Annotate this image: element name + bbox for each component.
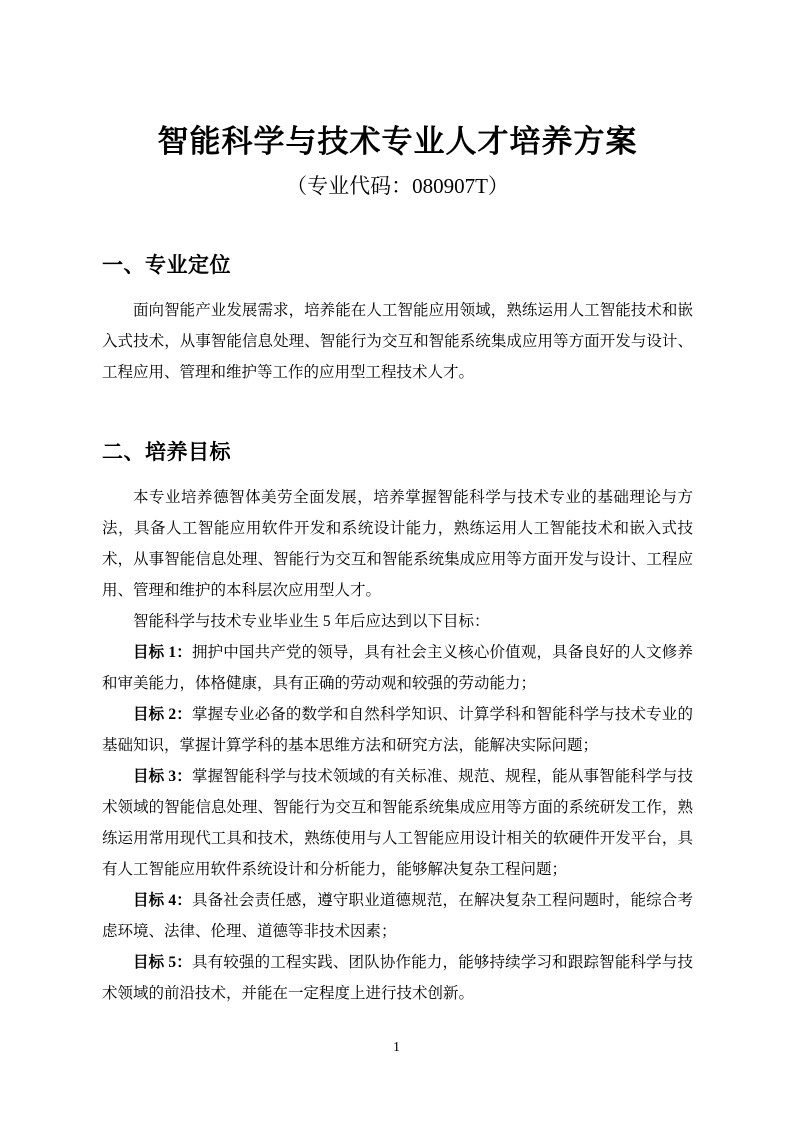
goal-1-label: 目标 1：	[133, 644, 192, 661]
paragraph-training-overview: 本专业培养德智体美劳全面发展，培养掌握智能科学与技术专业的基础理论与方法，具备人工智能应用软件开发和系统设计能力，熟练运用人工智能技术和嵌入式技术，从事智能信息处理、智能行为交互和智能系统集成应用等方面开发与设计、工程应用、管理和维护的本科层次应用型人才。	[102, 489, 693, 599]
paragraph-goal-4	[102, 885, 693, 947]
paragraph-goal-5	[102, 947, 693, 1009]
goal-5-label: 目标 5：	[133, 954, 192, 971]
document-subtitle-major-code: （专业代码：080907T）	[286, 174, 509, 198]
goal-3-label: 目标 3：	[133, 768, 192, 785]
page-number: 1	[393, 1040, 400, 1055]
document-title: 智能科学与技术专业人才培养方案	[157, 124, 638, 159]
section-heading-2: 二、培养目标	[102, 441, 231, 464]
paragraph-goal-2	[102, 699, 693, 761]
goal-4-text: 具备社会责任感，遵守职业道德规范，在解决复杂工程问题时，能综合考虑环境、法律、伦理、道德等非技术因素；	[102, 892, 693, 940]
goal-5-text: 具有较强的工程实践、团队协作能力，能够持续学习和跟踪智能科学与技术领域的前沿技术，并能在一定程度上进行技术创新。	[102, 954, 693, 1002]
paragraph-goal-1	[102, 637, 693, 699]
paragraph-goal-3	[102, 761, 693, 885]
goal-3-text: 掌握智能科学与技术领域的有关标准、规范、规程，能从事智能科学与技术领域的智能信息处理、智能行为交互和智能系统集成应用等方面的系统研发工作，熟练运用常用现代工具和技术，熟练使用与人工智能应用设计相关的软硬件开发平台，具有人工智能应用软件系统设计和分析能力，能够解决复杂工程问题；	[102, 768, 693, 878]
goal-1-text: 拥护中国共产党的领导，具有社会主义核心价值观，具备良好的人文修养和审美能力，体格健康，具有正确的劳动观和较强的劳动能力；	[102, 644, 693, 692]
section-heading-1: 一、专业定位	[102, 254, 231, 277]
goal-4-label: 目标 4：	[133, 892, 192, 909]
section-positioning	[102, 251, 693, 388]
paragraph-positioning: 面向智能产业发展需求，培养能在人工智能应用领域，熟练运用人工智能技术和嵌入式技术，从事智能信息处理、智能行为交互和智能系统集成应用等方面开发与设计、工程应用、管理和维护等工作的应用型工程技术人才。	[102, 302, 693, 381]
section-training-goals	[102, 438, 693, 1009]
goal-2-label: 目标 2：	[133, 706, 192, 723]
paragraph-goals-intro: 智能科学与技术专业毕业生 5 年后应达到以下目标：	[133, 613, 490, 630]
goal-2-text: 掌握专业必备的数学和自然科学知识、计算学科和智能科学与技术专业的基础知识，掌握计算学科的基本思维方法和研究方法，能解决实际问题；	[102, 706, 693, 754]
